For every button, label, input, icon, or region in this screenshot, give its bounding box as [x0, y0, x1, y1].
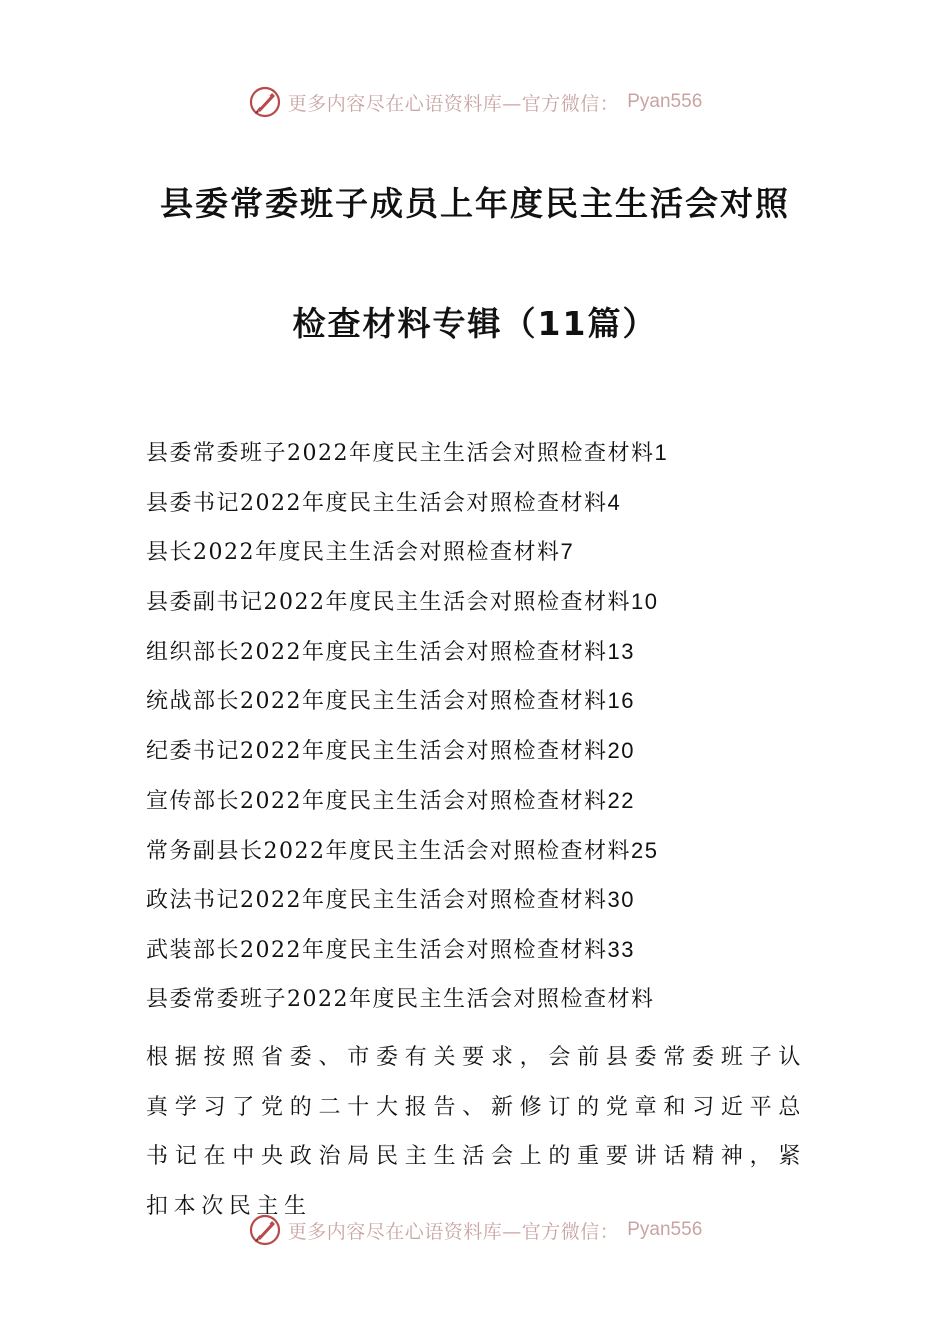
toc-entry-page: 10 — [631, 589, 659, 615]
toc-entry-label: 县委副书记2022年度民主生活会对照检查材料 — [146, 590, 631, 616]
toc-entry-page: 25 — [631, 837, 659, 863]
watermark-text: 更多内容尽在心语资料库—官方微信： — [287, 92, 620, 115]
table-of-contents — [146, 436, 826, 983]
toc-entry-label: 统战部长2022年度民主生活会对照检查材料 — [146, 689, 608, 715]
document-title-line-1: 县委常委班子成员上年度民主生活会对照 — [160, 184, 790, 223]
quill-logo-icon — [248, 85, 282, 119]
toc-entry-label: 纪委书记2022年度民主生活会对照检查材料 — [146, 739, 608, 765]
toc-entry[interactable] — [146, 834, 826, 884]
toc-entry-page: 22 — [607, 787, 635, 813]
toc-entry[interactable] — [146, 784, 826, 834]
toc-entry[interactable] — [146, 585, 826, 635]
toc-entry-label: 县委常委班子2022年度民主生活会对照检查材料 — [146, 441, 655, 466]
footer-watermark — [0, 1210, 950, 1250]
toc-entry-label: 宣传部长2022年度民主生活会对照检查材料 — [146, 788, 608, 814]
toc-entry-label: 县委书记2022年度民主生活会对照检查材料 — [146, 490, 608, 516]
body-paragraph: 根据按照省委、市委有关要求，会前县委常委班子认真学习了党的二十大报告、新修订的党章和习近平总书记在中央政治局民主生活会上的重要讲话精神，紧扣本次民主生 — [146, 1045, 806, 1220]
toc-entry-page: 4 — [607, 489, 622, 515]
toc-entry-page: 13 — [607, 638, 635, 664]
document-title-line-2: 检查材料专辑（11篇） — [292, 304, 658, 343]
toc-entry-label: 县长2022年度民主生活会对照检查材料 — [146, 540, 561, 566]
quill-logo-icon — [248, 1213, 282, 1247]
toc-entry[interactable] — [146, 734, 826, 784]
toc-entry-page: 1 — [654, 440, 669, 465]
toc-entry-label: 组织部长2022年度民主生活会对照检查材料 — [146, 639, 608, 665]
toc-entry[interactable] — [146, 883, 826, 933]
toc-entry-page: 30 — [607, 887, 635, 913]
toc-entry-label: 常务副县长2022年度民主生活会对照检查材料 — [146, 838, 631, 864]
toc-entry[interactable] — [146, 684, 826, 734]
toc-entry-label: 武装部长2022年度民主生活会对照检查材料 — [146, 937, 608, 963]
toc-entry-label: 政法书记2022年度民主生活会对照检查材料 — [146, 888, 608, 914]
header-watermark — [0, 82, 950, 122]
toc-entry-page: 33 — [607, 936, 635, 962]
watermark-wechat-id: Pyan556 — [627, 1219, 703, 1240]
toc-entry[interactable] — [146, 535, 826, 585]
toc-entry-page: 20 — [607, 738, 635, 764]
section-heading: 县委常委班子2022年度民主生活会对照检查材料 — [146, 987, 655, 1012]
watermark-wechat-id: Pyan556 — [627, 91, 703, 112]
toc-entry[interactable] — [146, 486, 826, 536]
toc-entry[interactable] — [146, 933, 826, 983]
toc-entry-page: 7 — [560, 539, 575, 565]
watermark-text: 更多内容尽在心语资料库—官方微信： — [287, 1220, 620, 1243]
toc-entry-page: 16 — [607, 688, 635, 714]
toc-entry[interactable] — [146, 436, 826, 486]
toc-entry[interactable] — [146, 635, 826, 685]
